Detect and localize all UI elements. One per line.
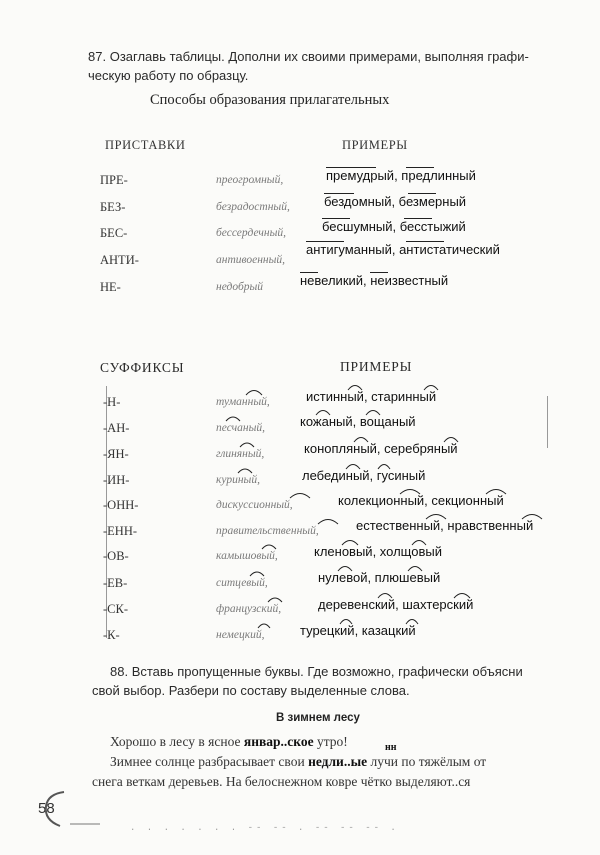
suffix-morph: -Н-: [103, 395, 121, 409]
story-text: утро!: [313, 734, 348, 749]
handwritten-answer: кожаный, вощаный: [300, 414, 416, 429]
examples-column-header: ПРИМЕРЫ: [340, 359, 413, 374]
scan-artifact: [40, 786, 120, 832]
handwritten-answer: премудрый, предлинный: [326, 168, 476, 183]
task-number: 88.: [110, 664, 129, 679]
handwritten-answer: антигуманный, антистатический: [306, 242, 500, 257]
handwritten-answer: бездомный, безмерный: [324, 194, 467, 209]
printed-example: ситцевый,: [216, 577, 268, 589]
prefix-morph: АНТИ-: [100, 253, 139, 267]
story-title: В зимнем лесу: [276, 712, 360, 724]
handwritten-answer: турецкий, казацкий: [300, 623, 416, 638]
printed-example: немецкий,: [216, 629, 265, 641]
printed-example: глиняный,: [216, 448, 265, 460]
handwritten-insert: нн: [385, 742, 397, 753]
suffix-morph: -ОНН-: [103, 498, 139, 512]
page-number: 58: [38, 800, 55, 817]
suffix-morph: -ИН-: [103, 473, 130, 487]
prefix-morph: ПРЕ-: [100, 173, 128, 187]
printed-example: французский,: [216, 603, 282, 615]
task-number: 87.: [88, 49, 107, 64]
printed-example: правительственный,: [216, 525, 319, 537]
scan-noise: . . . . . . . -- -- . -- -- -- .: [130, 823, 399, 833]
printed-example: камышовый,: [216, 550, 278, 562]
story-text: лучи по тяжёлым от: [367, 754, 487, 769]
handwritten-answer: колекционный, секционный: [338, 493, 504, 508]
printed-example: бессердечный,: [216, 227, 287, 239]
task-88-text-line2: свой выбор. Разбери по составу выделенные слова.: [92, 683, 410, 698]
handwritten-answer: бесшумный, бесстыжий: [322, 219, 466, 234]
suffix-morph: -СК-: [103, 602, 128, 616]
handwritten-answer: деревенский, шахтерский: [318, 597, 474, 612]
suffix-column-header: СУФФИКСЫ: [100, 360, 185, 375]
suffix-morph: -ЕНН-: [103, 524, 138, 538]
handwritten-answer: конопляный, серебряный: [304, 441, 458, 456]
highlighted-word: январ..ское: [243, 734, 314, 749]
suffix-morph: -ЯН-: [103, 447, 129, 461]
highlighted-word: недли..ые: [308, 754, 368, 769]
printed-example: безрадостный,: [216, 201, 290, 213]
handwritten-answer: лебединый, гусиный: [302, 468, 426, 483]
examples-column-header: ПРИМЕРЫ: [342, 138, 408, 152]
task-text-line1: Вставь пропущенные буквы. Где возможно, графически объясни: [131, 664, 523, 679]
printed-example: антивоенный,: [216, 254, 286, 266]
handwritten-answer: невеликий, неизвестный: [300, 273, 449, 288]
task-87-text-line2: ческую работу по образцу.: [88, 68, 249, 83]
task-88-text: [110, 663, 523, 681]
suffix-morph: -К-: [103, 628, 120, 642]
story-line-2: [110, 754, 486, 770]
suffix-morph: -АН-: [103, 421, 130, 435]
task-text-line1: Озаглавь таблицы. Дополни их своими примерами, выполняя графи-: [109, 49, 529, 64]
handwritten-answer: истинный, старинный: [306, 389, 437, 404]
prefix-morph: БЕЗ-: [100, 200, 126, 214]
prefix-column-header: ПРИСТАВКИ: [105, 138, 186, 152]
table-title: Способы образования прилагательных: [150, 92, 390, 108]
printed-example: недобрый: [216, 281, 264, 293]
printed-example: туманный,: [216, 396, 270, 408]
printed-example: куриный,: [216, 474, 260, 486]
suffix-morph: -ЕВ-: [103, 576, 128, 590]
suffix-morph: -ОВ-: [103, 549, 129, 563]
printed-example: дискуссионный,: [216, 499, 293, 511]
prefix-morph: НЕ-: [100, 280, 121, 294]
printed-example: песчаный,: [216, 422, 266, 434]
story-text: Хорошо в лесу в ясное: [110, 734, 244, 749]
story-line-1: [110, 734, 348, 750]
printed-example: преогромный,: [216, 174, 284, 186]
handwritten-answer: естественный, нравственный: [356, 518, 534, 533]
story-line-3: снега веткам деревьев. На белоснежном ковре чётко выделяют..ся: [92, 774, 471, 789]
handwritten-answer: нулевой, плюшевый: [318, 570, 441, 585]
story-text: Зимнее солнце разбрасывает свои: [110, 754, 309, 769]
prefix-morph: БЕС-: [100, 226, 128, 240]
handwritten-answer: кленовый, холщовый: [314, 544, 442, 559]
